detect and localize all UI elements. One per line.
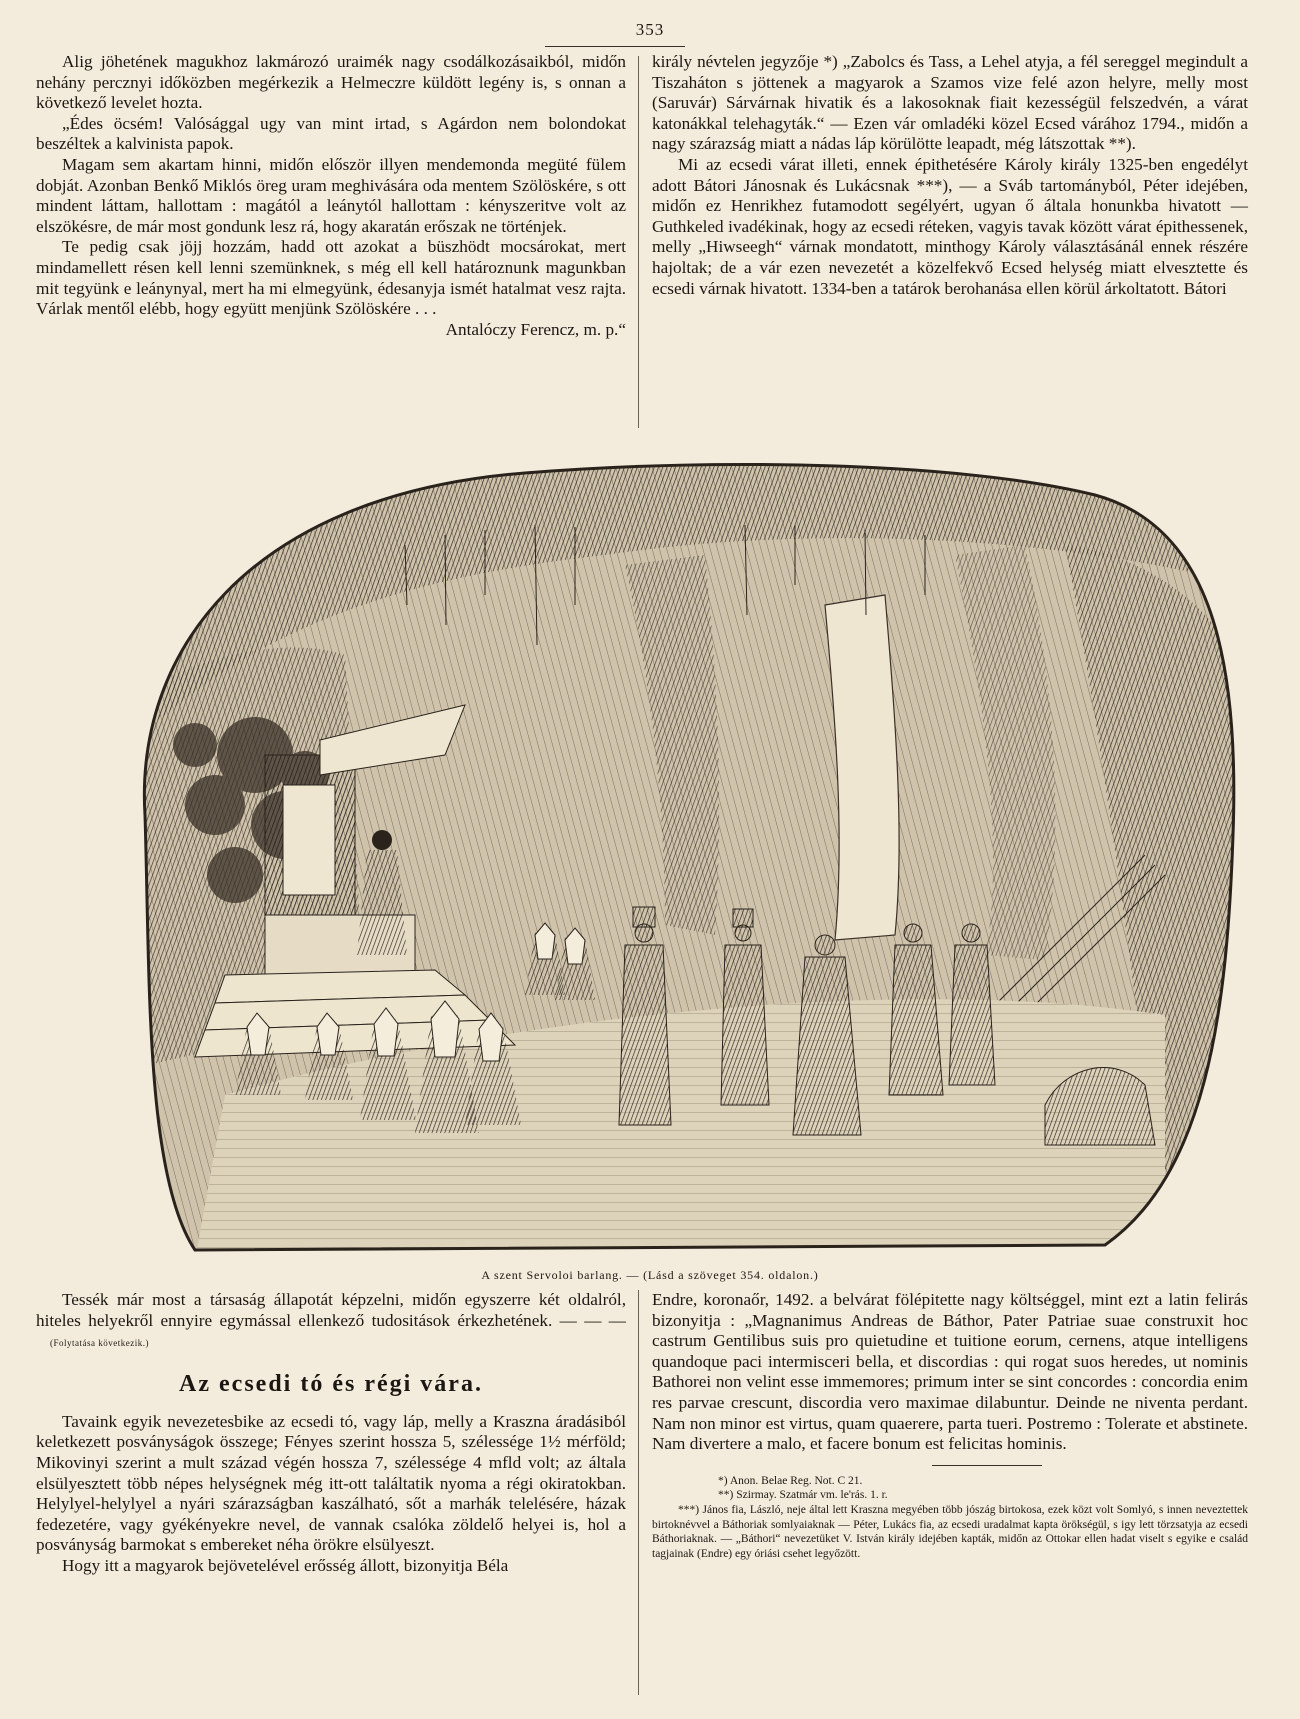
paragraph: Tavaink egyik nevezetesbike az ecsedi tó, vagy láp, melly a Kraszna áradásiból keletkezett posványságok összege; Fényes szerint hossza 5, szélessége 1½ mérföld; Mikovinyi szerint a mult század végén hossza 7, szélessége 4 mfld volt; az általa elsülyesztett több népes helységnek még itt-ott találtatik nyoma a régi okiratokban. Helylyel-helylyel a nyári szárazságban kaszálható, sőt a marhák telelésére, házak fedezetére, vagy gyékényekre nevel, de vannak csalóka zöldelő helyei is, hol a posványság barmokat s embereket néha örökre elsülyeszt. [36,1411,626,1555]
column-divider-bottom [638,1290,639,1695]
paragraph: Hogy itt a magyarok bejövetelével erősség állott, bizonyitja Béla [62,1555,509,1575]
left-column-bottom [36,1290,626,1577]
paragraph [36,1290,626,1354]
footnote-rule [932,1465,1042,1466]
article-title: Az ecsedi tó és régi vára. [179,1370,483,1397]
right-column-top [652,52,1248,299]
signature: Antalóczy Ferencz, m. p.“ [445,319,626,339]
footnote [652,1474,1248,1489]
right-column-bottom [652,1290,1248,1561]
paragraph: Alig jöhetének magukhoz lakmározó uraimék nagy csodálkozásaikból, midőn nehány percznyi időközben megérkezik a Helmeczre küldött legény is, s onnan a következő levelet hozta. [36,52,626,113]
footnote [652,1488,1248,1503]
footnote-text: János fia, László, neje által lett Kraszna megyében több jószág birtokosa, ezek közt volt Somlyó, s innen neveztettek birtoknévvel a Báthoriak somlyaiaknak — Péter, Lukács fia, az ecsedi uradalmat kapta örökségül, s igy lett törzsatyja az ecsedi Báthoriaknak. — „Báthori“ nevezetüket V. István király idejében kapták, midőn az Ottokar ellen hadat viselt s egyike e család tagjainak (Endre) egy óriási csehet legyőzött. [652,1503,1248,1560]
paragraph: Te pedig csak jöjj hozzám, hadd ott azokat a büszhödt mocsárokat, mert mindamellett résen kell lenni szemünknek, s még ell kell határoznunk magunkban mit tegyünk e leánynyal, mert ha mi elmegyünk, édesanyja ismét hatalmat vesz rajta. Várlak mentől elébb, hogy együtt menjünk Szölöskére . . . [36,237,626,319]
paragraph: Endre, koronaőr, 1492. a belvárat fölépitette nagy költséggel, mint ezt a latin felirás bizonyitja : „Magnanimus Andreas de Báthor, Pater Patriae suae construxit hoc castrum Gentilibus suis pro quietudine et tuitione eorum, cernens, atque intelligens quandoque paci intermisceri bella, et discordias : qui rogat suos heredes, ut nominis Bathorei non velint esse immemores; primum inter se sint concordes : concordia enim res parvae crescunt, discordia vero maximae dilabuntur. Deinde ne niventa perdant. Nam non minor est virtus, quam quaerere, parta tueri. Postremo : Tolerate et abstinete. Nam divertere a malo, et facere bonum est felicitas hominis. [652,1290,1248,1454]
footnote-text: Szirmay. Szatmár vm. le'rás. 1. r. [736,1489,888,1502]
continuation-text: Tessék már most a társaság állapotát képzelni, midőn egyszerre két oldalról, hiteles helyekről ennyire egymással ellenkező tudositások érkezhetének. — — — [36,1290,626,1330]
paragraph: király névtelen jegyzője *) „Zabolcs és Tass, a Lehel atyja, a fél sereggel megindult a Tiszaháton s jöttenek a magyarok a Szamos vize felé azon helyre, melly most (Saruvár) Sárvárnak hivatik és a lakosoknak fiait kezességül felszedvén, a várat katonákkal telehagyták.“ — Ezen vár omladéki közel Ecsed várához 1794., midőn a nagy szárazság miatt a nádas láp körülötte leapadt, még látszottak **). [652,52,1248,154]
footnote-mark: *) [718,1474,728,1487]
header-rule [545,46,685,47]
paragraph: „Édes öcsém! Valósággal ugy van mint irtad, s Agárdon nem bolondokat beszéltek a kalvinista papok. [36,113,626,154]
column-divider-top [638,56,639,428]
cave-engraving-illustration [105,455,1245,1260]
footnote-mark: **) [718,1489,734,1502]
footnote-text: Anon. Belae Reg. Not. C 21. [729,1474,863,1487]
paragraph: Mi az ecsedi várat illeti, ennek épithetésére Károly király 1325-ben engedélyt adott Bátori Jánosnak és Lukácsnak ***), — a Sváb tartományból, Péter idejében, midőn ez Henrikhez futamodott segélyért, ugyan ő általa honunkba hivatott — Guthkeled ivadékinak, hogy az ecsedi réteken, vagyis tavak között várat épithessenek, melly „Hiwseegh“ várnak mondatott, minthogy Károly választásánál ennek részére hajoltak; de a vár ezen nevezetét a közelfekvő Ecsed helység miatt elvesztette és ecsedi várnak hivatott. 1334-ben a tatárok berohanása ellen körül árkoltatott. Bátori [652,154,1248,298]
footnote-mark: ***) [678,1503,700,1516]
footnote [652,1503,1248,1561]
continued-note: (Folytatása következik.) [50,1338,149,1349]
page-number: 353 [635,20,665,39]
paragraph: Magam sem akartam hinni, midőn először illyen mendemonda megüté fülem dobját. Azonban Benkő Miklós öreg uram meghivására oda mentem Szölöskére, s ott mindent láttam, hallottam : magától a leánytól hallottam : kényszeritve volt az elszökésre, de már most gondunk lesz rá, hogy akaratán erőszak ne történjek. [36,154,626,236]
left-column-top [36,52,626,340]
illustration-caption: A szent Servoloi barlang. — (Lásd a szöveget 354. oldalon.) [481,1268,819,1282]
